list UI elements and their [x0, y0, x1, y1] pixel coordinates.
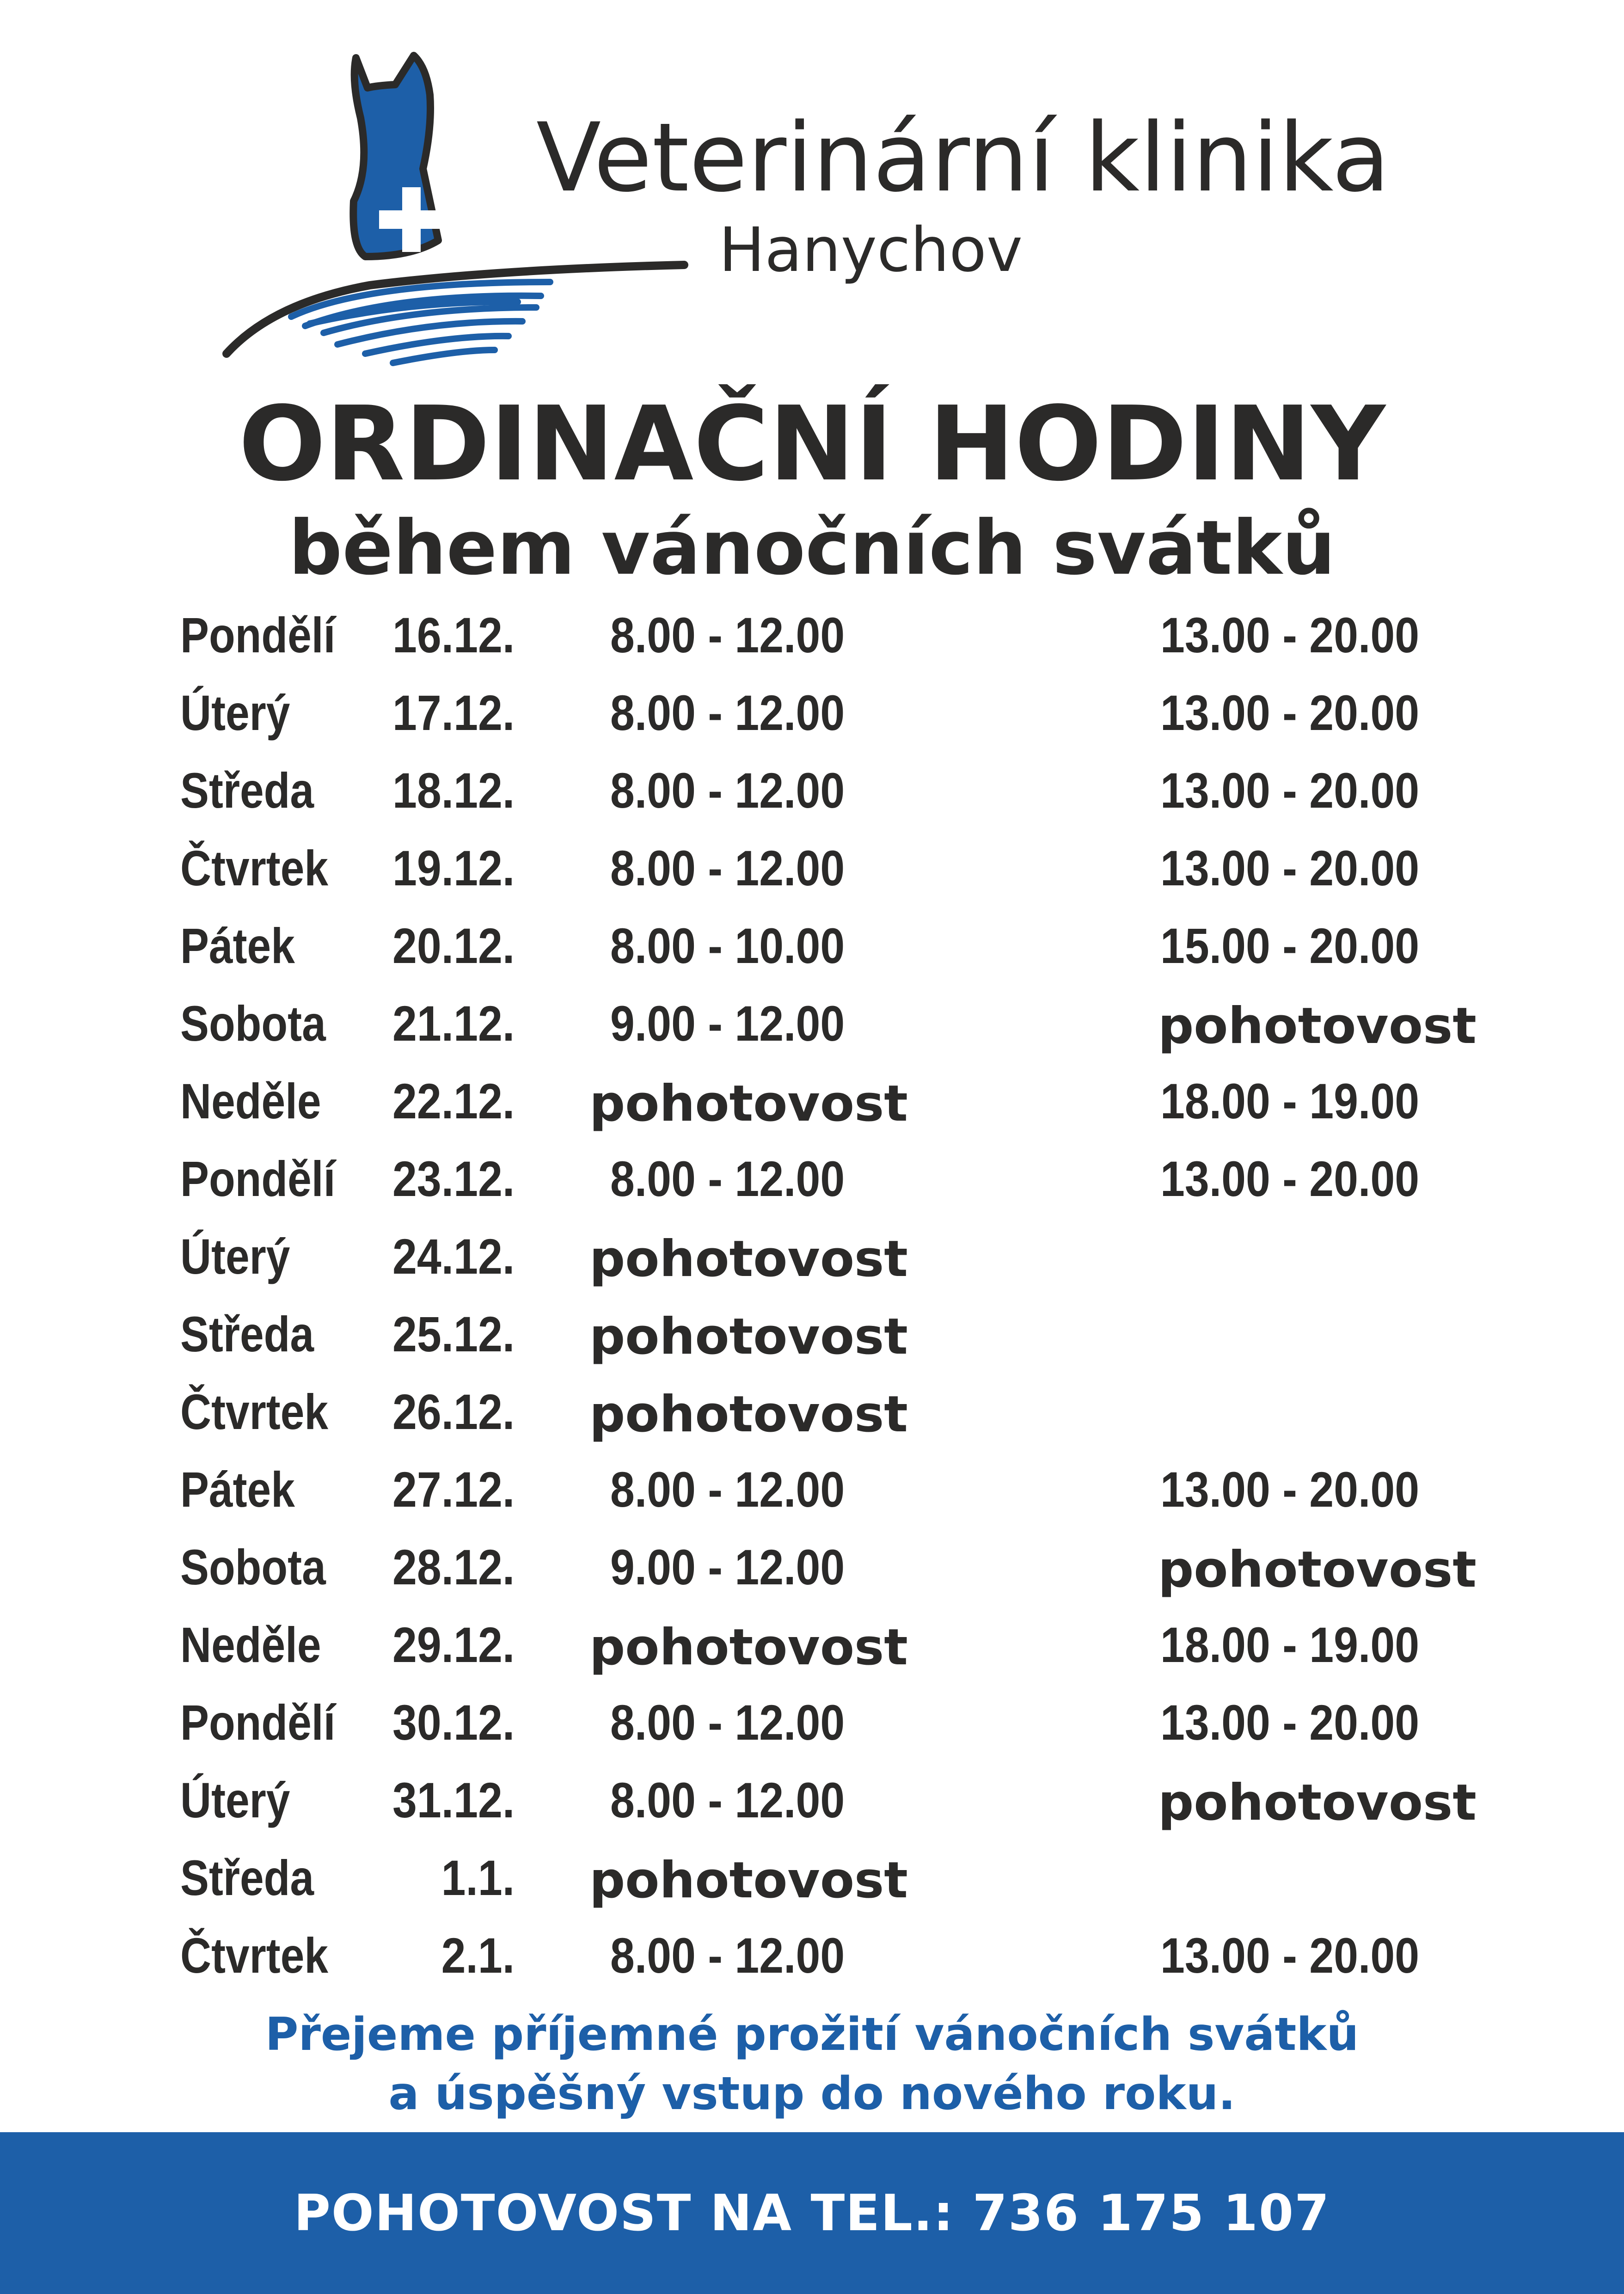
afternoon-hours: 13.00 - 20.00: [1160, 840, 1420, 896]
schedule-row: [0, 990, 1624, 1068]
afternoon-hours: 13.00 - 20.00: [1160, 607, 1420, 663]
page-title: ORDINAČNÍ HODINY: [239, 385, 1385, 504]
day-name: Sobota: [180, 1539, 326, 1595]
day-name: Pátek: [180, 1461, 295, 1517]
day-name: Středa: [180, 762, 314, 818]
schedule-row: [0, 1379, 1624, 1456]
schedule-row: [0, 1612, 1624, 1689]
morning-hours: 8.00 - 12.00: [610, 1151, 845, 1207]
morning-hours: 8.00 - 12.00: [610, 762, 845, 818]
schedule-row: [0, 757, 1624, 835]
afternoon-hours: pohotovost: [1158, 997, 1477, 1055]
afternoon-hours: 13.00 - 20.00: [1160, 1694, 1420, 1750]
date: 2.1.: [441, 1927, 515, 1983]
afternoon-hours: 13.00 - 20.00: [1160, 685, 1420, 741]
date: 29.12.: [392, 1617, 515, 1673]
day-name: Pondělí: [180, 1694, 336, 1750]
date: 16.12.: [392, 607, 515, 663]
schedule-row: [0, 602, 1624, 680]
date: 24.12.: [392, 1228, 515, 1284]
date: 22.12.: [392, 1073, 515, 1129]
day-name: Úterý: [180, 685, 290, 741]
day-name: Čtvrtek: [180, 1927, 329, 1983]
afternoon-hours: 18.00 - 19.00: [1160, 1617, 1420, 1673]
afternoon-hours: pohotovost: [1158, 1541, 1477, 1599]
day-name: Sobota: [180, 995, 326, 1051]
day-name: Pondělí: [180, 1151, 336, 1207]
morning-hours: pohotovost: [589, 1308, 908, 1366]
morning-hours: 9.00 - 12.00: [610, 995, 845, 1051]
date: 17.12.: [392, 685, 515, 741]
schedule-row: [0, 1146, 1624, 1223]
greeting-line-1: Přejeme příjemné prožití vánočních svátků: [265, 2008, 1359, 2061]
day-name: Čtvrtek: [180, 1384, 329, 1440]
opening-hours-table: [0, 602, 1624, 2000]
date: 20.12.: [392, 918, 515, 974]
afternoon-hours: pohotovost: [1158, 1774, 1477, 1832]
date: 21.12.: [392, 995, 515, 1051]
date: 27.12.: [392, 1461, 515, 1517]
morning-hours: 8.00 - 12.00: [610, 840, 845, 896]
date: 18.12.: [392, 762, 515, 818]
schedule-row: [0, 1068, 1624, 1146]
morning-hours: 8.00 - 12.00: [610, 1694, 845, 1750]
schedule-row: [0, 1845, 1624, 1922]
emergency-footer: [0, 2132, 1624, 2294]
page-subtitle: během vánočních svátků: [288, 505, 1336, 592]
schedule-row: [0, 1689, 1624, 1767]
date: 26.12.: [392, 1384, 515, 1440]
date: 1.1.: [441, 1850, 515, 1906]
day-name: Úterý: [180, 1228, 290, 1284]
afternoon-hours: 13.00 - 20.00: [1160, 762, 1420, 818]
day-name: Čtvrtek: [180, 840, 329, 896]
day-name: Středa: [180, 1306, 314, 1362]
afternoon-hours: 18.00 - 19.00: [1160, 1073, 1420, 1129]
morning-hours: pohotovost: [589, 1619, 908, 1676]
schedule-row: [0, 1534, 1624, 1612]
day-name: Pátek: [180, 918, 295, 974]
morning-hours: 8.00 - 12.00: [610, 607, 845, 663]
day-name: Neděle: [180, 1617, 321, 1673]
date: 28.12.: [392, 1539, 515, 1595]
day-name: Úterý: [180, 1772, 290, 1828]
morning-hours: 8.00 - 12.00: [610, 685, 845, 741]
schedule-row: [0, 1301, 1624, 1379]
schedule-row: [0, 913, 1624, 990]
date: 19.12.: [392, 840, 515, 896]
schedule-row: [0, 835, 1624, 913]
emergency-phone: POHOTOVOST NA TEL.: 736 175 107: [294, 2184, 1330, 2242]
greeting-line-2: a úspěšný vstup do nového roku.: [388, 2067, 1236, 2120]
afternoon-hours: 15.00 - 20.00: [1160, 918, 1420, 974]
schedule-row: [0, 1767, 1624, 1845]
morning-hours: pohotovost: [589, 1075, 908, 1133]
day-name: Pondělí: [180, 607, 336, 663]
date: 23.12.: [392, 1151, 515, 1207]
schedule-row: [0, 680, 1624, 757]
date: 25.12.: [392, 1306, 515, 1362]
afternoon-hours: 13.00 - 20.00: [1160, 1927, 1420, 1983]
morning-hours: pohotovost: [589, 1852, 908, 1909]
schedule-row: [0, 1223, 1624, 1301]
date: 31.12.: [392, 1772, 515, 1828]
morning-hours: pohotovost: [589, 1230, 908, 1288]
morning-hours: 9.00 - 12.00: [610, 1539, 845, 1595]
day-name: Neděle: [180, 1073, 321, 1129]
morning-hours: 8.00 - 12.00: [610, 1927, 845, 1983]
date: 30.12.: [392, 1694, 515, 1750]
schedule-row: [0, 1922, 1624, 2000]
morning-hours: 8.00 - 10.00: [610, 918, 845, 974]
day-name: Středa: [180, 1850, 314, 1906]
morning-hours: pohotovost: [589, 1386, 908, 1443]
schedule-row: [0, 1456, 1624, 1534]
afternoon-hours: 13.00 - 20.00: [1160, 1151, 1420, 1207]
morning-hours: 8.00 - 12.00: [610, 1772, 845, 1828]
morning-hours: 8.00 - 12.00: [610, 1461, 845, 1517]
clinic-name: Veterinární klinika: [536, 103, 1390, 213]
afternoon-hours: 13.00 - 20.00: [1160, 1461, 1420, 1517]
clinic-location: Hanychov: [719, 215, 1023, 286]
white-cross-h: [379, 210, 444, 229]
